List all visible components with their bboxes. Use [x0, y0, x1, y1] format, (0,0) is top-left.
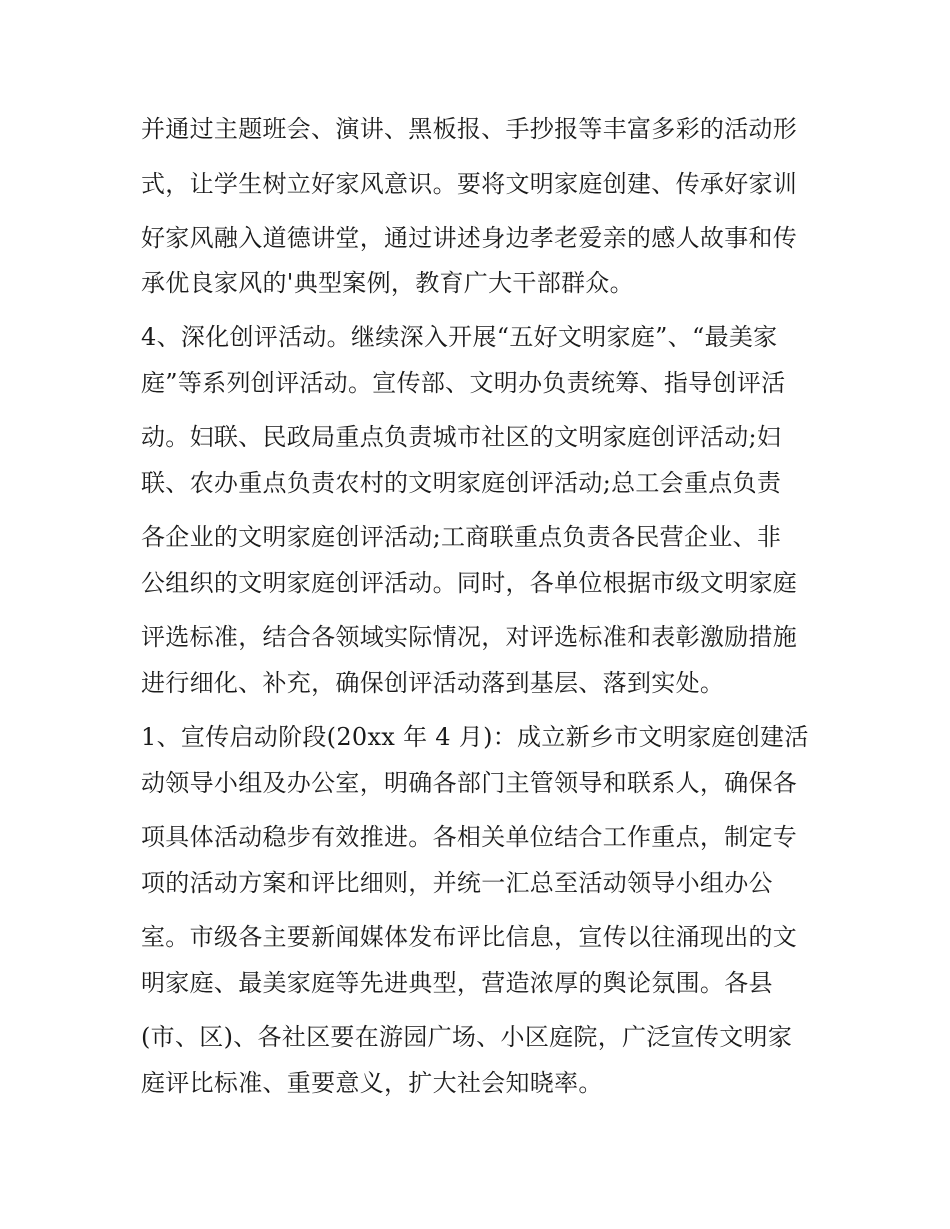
text-line: 庭评比标准、重要意义，扩大社会知晓率。 [141, 1069, 603, 1097]
text-line: 并通过主题班会、演讲、黑板报、手抄报等丰富多彩的活动形 [141, 115, 798, 143]
text-line: 明家庭、最美家庭等先进典型，营造浓厚的舆论氛围。各县 [141, 969, 773, 997]
text-line: 项的活动方案和评比细则，并统一汇总至活动领导小组办公 [141, 869, 773, 897]
text-line: 庭”等系列创评活动。宣传部、文明办负责统筹、指导创评活 [141, 369, 786, 397]
text-line: 好家风融入道德讲堂，通过讲述身边孝老爱亲的感人故事和传 [141, 224, 798, 252]
text-line: 进行细化、补充，确保创评活动落到基层、落到实处。 [141, 669, 725, 697]
text-line: (市、区)、各社区要在游园广场、小区庭院，广泛宣传文明家 [141, 1023, 793, 1051]
text-line: 公组织的文明家庭创评活动。同时，各单位根据市级文明家庭 [141, 569, 798, 597]
text-line: 动领导小组及办公室，明确各部门主管领导和联系人，确保各 [141, 769, 798, 797]
text-line: 动。妇联、民政局重点负责城市社区的文明家庭创评活动;妇 [141, 423, 782, 451]
text-line: 项具体活动稳步有效推进。各相关单位结合工作重点，制定专 [141, 823, 798, 851]
text-line: 各企业的文明家庭创评活动;工商联重点负责各民营企业、非 [141, 523, 782, 551]
text-line: 承优良家风的'典型案例，教育广大干部群众。 [141, 269, 634, 297]
text-line: 联、农办重点负责农村的文明家庭创评活动;总工会重点负责 [141, 469, 782, 497]
text-line: 评选标准，结合各领域实际情况，对评选标准和表彰激励措施 [141, 623, 798, 651]
text-line: 式，让学生树立好家风意识。要将文明家庭创建、传承好家训 [141, 170, 798, 198]
text-line: 室。市级各主要新闻媒体发布评比信息，宣传以往涌现出的文 [141, 923, 798, 951]
text-line: 4、深化创评活动。继续深入开展“五好文明家庭”、“最美家 [141, 323, 778, 351]
text-line: 1、宣传启动阶段(20xx 年 4 月)：成立新乡市文明家庭创建活 [141, 723, 809, 751]
